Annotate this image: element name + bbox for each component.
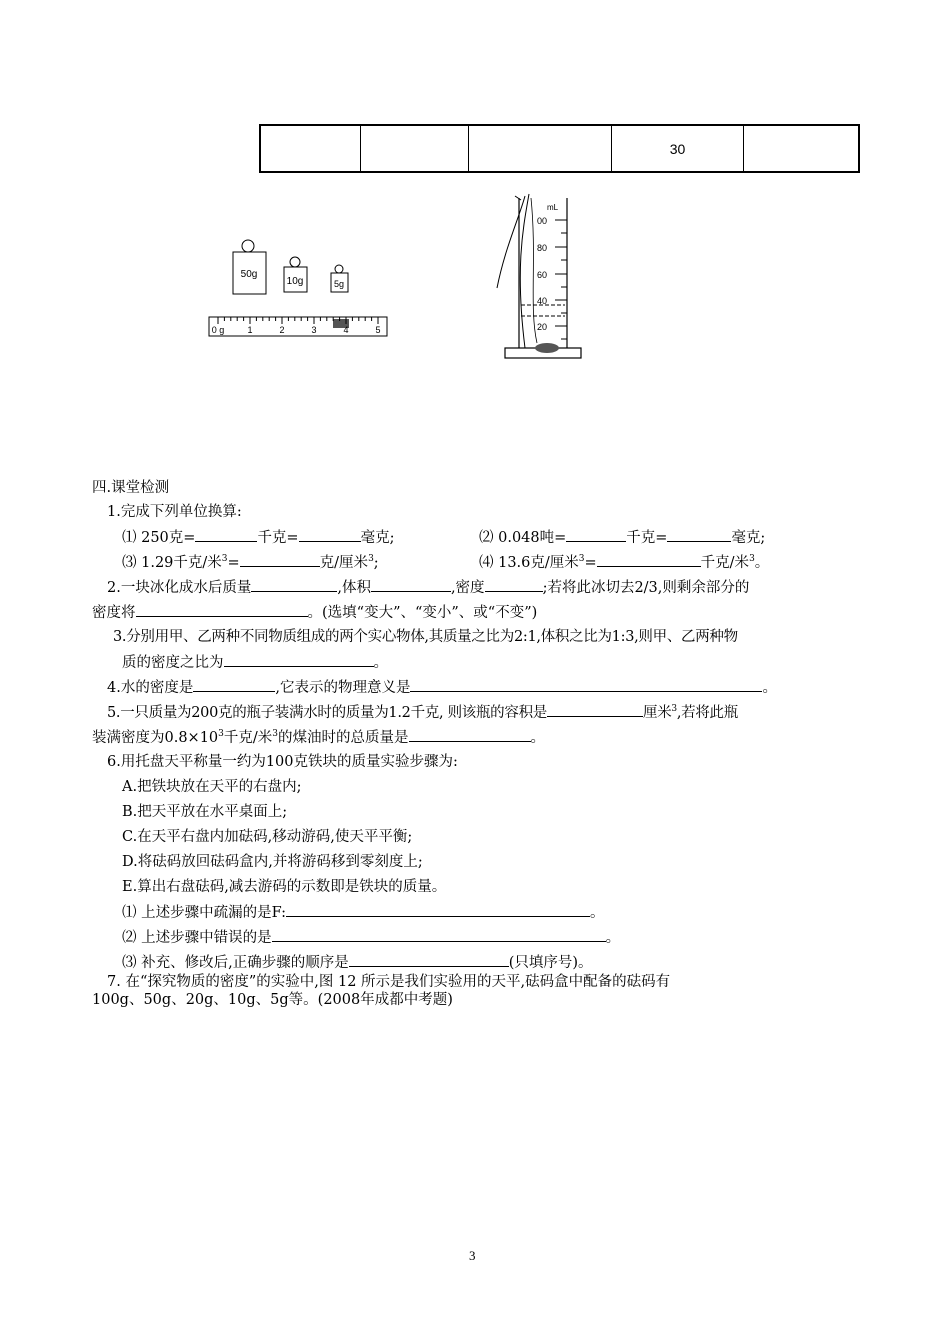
cylinder-tick-label: 40 — [537, 296, 548, 306]
superscript: 3 — [368, 554, 374, 565]
superscript: 3 — [578, 554, 585, 565]
text: ,体积 — [337, 580, 371, 596]
text: ⑴ 250克= — [122, 530, 196, 546]
weight-10g — [284, 257, 307, 292]
superscript: 3 — [218, 729, 224, 740]
text: ⑵ 上述步骤中错误的是 — [122, 930, 272, 946]
text: 。 — [590, 905, 605, 921]
weight-label: 5g — [333, 279, 345, 289]
text: 2.一块冰化成水后质量 — [107, 580, 252, 596]
text: ;若将此冰切去2/3,则剩余部分的 — [542, 580, 750, 596]
step-a: A.把铁块放在天平的右盘内; — [122, 779, 302, 795]
page-number: 3 — [469, 1248, 476, 1263]
question-1-a — [122, 527, 394, 548]
text: ; — [373, 555, 379, 571]
text: 。 — [530, 730, 546, 746]
question-4 — [107, 677, 777, 698]
answer-blank[interactable] — [299, 527, 361, 542]
question-7-line-1: 7. 在“探究物质的密度”的实验中,图 12 所示是我们实验用的天平,砝码盒中配备的砝码有 — [107, 974, 671, 990]
answer-blank[interactable] — [224, 652, 374, 667]
answer-blank[interactable] — [251, 577, 337, 592]
text: 。 — [754, 555, 770, 571]
text: 。(选填“变大”、“变小”、或“不变”) — [307, 605, 538, 621]
answer-blank[interactable] — [193, 677, 275, 692]
text: 。 — [762, 680, 777, 696]
text: 。 — [605, 930, 621, 946]
text: 毫克; — [360, 530, 395, 546]
text: 5.一只质量为200克的瓶子装满水时的质量为1.2千克, 则该瓶的容积是 — [107, 705, 547, 721]
question-1-d — [479, 552, 769, 573]
text: 密度将 — [92, 605, 136, 621]
weight-label: 10g — [286, 276, 304, 287]
text: 千克= — [626, 530, 668, 546]
step-e: E.算出右盘砝码,减去游码的示数即是铁块的质量。 — [122, 879, 447, 895]
table-cell — [260, 125, 361, 172]
question-3-line-2 — [122, 652, 388, 673]
question-7-line-2: 100g、50g、20g、10g、5g等。(2008年成都中考题) — [92, 992, 453, 1008]
data-table — [259, 124, 860, 173]
ruler-tick-label: 1 — [247, 325, 253, 335]
answer-blank[interactable] — [195, 527, 257, 542]
text: 千克/米 — [700, 555, 750, 571]
question-6-sub-3 — [122, 952, 593, 973]
ruler-tick-label: 2 — [279, 325, 285, 335]
text: ⑶ 补充、修改后,正确步骤的顺序是 — [122, 955, 349, 971]
table-cell — [469, 125, 612, 172]
text: ⑴ 上述步骤中疏漏的是F: — [122, 905, 287, 921]
table-cell — [361, 125, 469, 172]
step-c: C.在天平右盘内加砝码,移动游码,使天平平衡; — [122, 829, 413, 845]
cylinder-tick-label: 00 — [537, 216, 548, 226]
answer-blank[interactable] — [597, 552, 701, 567]
table-row — [260, 125, 859, 172]
weight-50g — [233, 240, 266, 294]
table-cell — [744, 125, 860, 172]
weight-5g — [331, 265, 348, 292]
text: ,若将此瓶 — [676, 705, 738, 721]
text: 质的密度之比为 — [122, 655, 224, 671]
answer-blank[interactable] — [485, 577, 543, 592]
text: ⑵ 0.048吨= — [479, 530, 567, 546]
text: 克/厘米 — [319, 555, 369, 571]
ruler-tick-label: 4 — [343, 325, 349, 335]
answer-blank[interactable] — [409, 727, 531, 742]
answer-blank[interactable] — [410, 677, 762, 692]
text: ,它表示的物理意义是 — [275, 680, 411, 696]
ruler-tick-label: 0 g — [211, 325, 225, 335]
text: 千克= — [257, 530, 299, 546]
question-5-line-2 — [92, 727, 545, 748]
answer-blank[interactable] — [240, 552, 320, 567]
cylinder-unit: mL — [547, 203, 559, 212]
text: ⑷ 13.6克/厘米 — [479, 555, 579, 571]
question-6-sub-2 — [122, 927, 620, 948]
text: = — [584, 555, 597, 571]
cylinder-tick-label: 60 — [537, 270, 548, 280]
answer-blank[interactable] — [349, 952, 509, 967]
answer-blank[interactable] — [272, 927, 606, 942]
question-1-c — [122, 552, 379, 573]
text: 。 — [373, 655, 388, 671]
answer-blank[interactable] — [547, 702, 643, 717]
step-b: B.把天平放在水平桌面上; — [122, 804, 288, 820]
answer-blank[interactable] — [566, 527, 626, 542]
text: ⑶ 1.29千克/米 — [122, 555, 222, 571]
answer-blank[interactable] — [136, 602, 308, 617]
question-1-b — [479, 527, 765, 548]
answer-blank[interactable] — [371, 577, 451, 592]
text: 厘米 — [643, 705, 672, 721]
text: 4.水的密度是 — [107, 680, 194, 696]
ruler-tick-label: 5 — [375, 325, 381, 335]
question-3-line-1: 3.分别用甲、乙两种不同物质组成的两个实心物体,其质量之比为2:1,体积之比为1:3,则甲、乙两种物 — [113, 629, 738, 645]
text: 装满密度为0.8×10 — [92, 730, 219, 746]
superscript: 3 — [272, 729, 279, 740]
step-d: D.将砝码放回砝码盒内,并将游码移到零刻度上; — [122, 854, 423, 870]
weights-figure — [205, 235, 395, 345]
answer-blank[interactable] — [667, 527, 731, 542]
text: = — [227, 555, 240, 571]
superscript: 3 — [221, 554, 228, 565]
text: 千克/米 — [223, 730, 273, 746]
question-6-sub-1 — [122, 902, 605, 923]
table-cell: 30 — [612, 125, 744, 172]
question-5-line-1 — [107, 702, 738, 723]
question-1-stem: 1.完成下列单位换算: — [107, 504, 242, 520]
text: (只填序号)。 — [508, 955, 593, 971]
ruler — [209, 317, 387, 336]
superscript: 3 — [749, 554, 755, 565]
superscript: 3 — [671, 704, 677, 715]
ruler-tick-label: 3 — [311, 325, 317, 335]
answer-blank[interactable] — [286, 902, 590, 917]
cylinder-tick-label: 80 — [537, 243, 548, 253]
cylinder-tick-label: 20 — [537, 322, 548, 332]
question-2-line-2 — [92, 602, 537, 623]
text: 毫克; — [731, 530, 766, 546]
measuring-cylinder-figure — [485, 188, 595, 363]
question-6-stem: 6.用托盘天平称量一约为100克铁块的质量实验步骤为: — [107, 754, 458, 770]
section-title: 四.课堂检测 — [92, 480, 170, 496]
weight-label: 50g — [240, 269, 258, 280]
question-2-line-1 — [107, 577, 749, 598]
text: ,密度 — [450, 580, 485, 596]
text: 的煤油时的总质量是 — [278, 730, 409, 746]
